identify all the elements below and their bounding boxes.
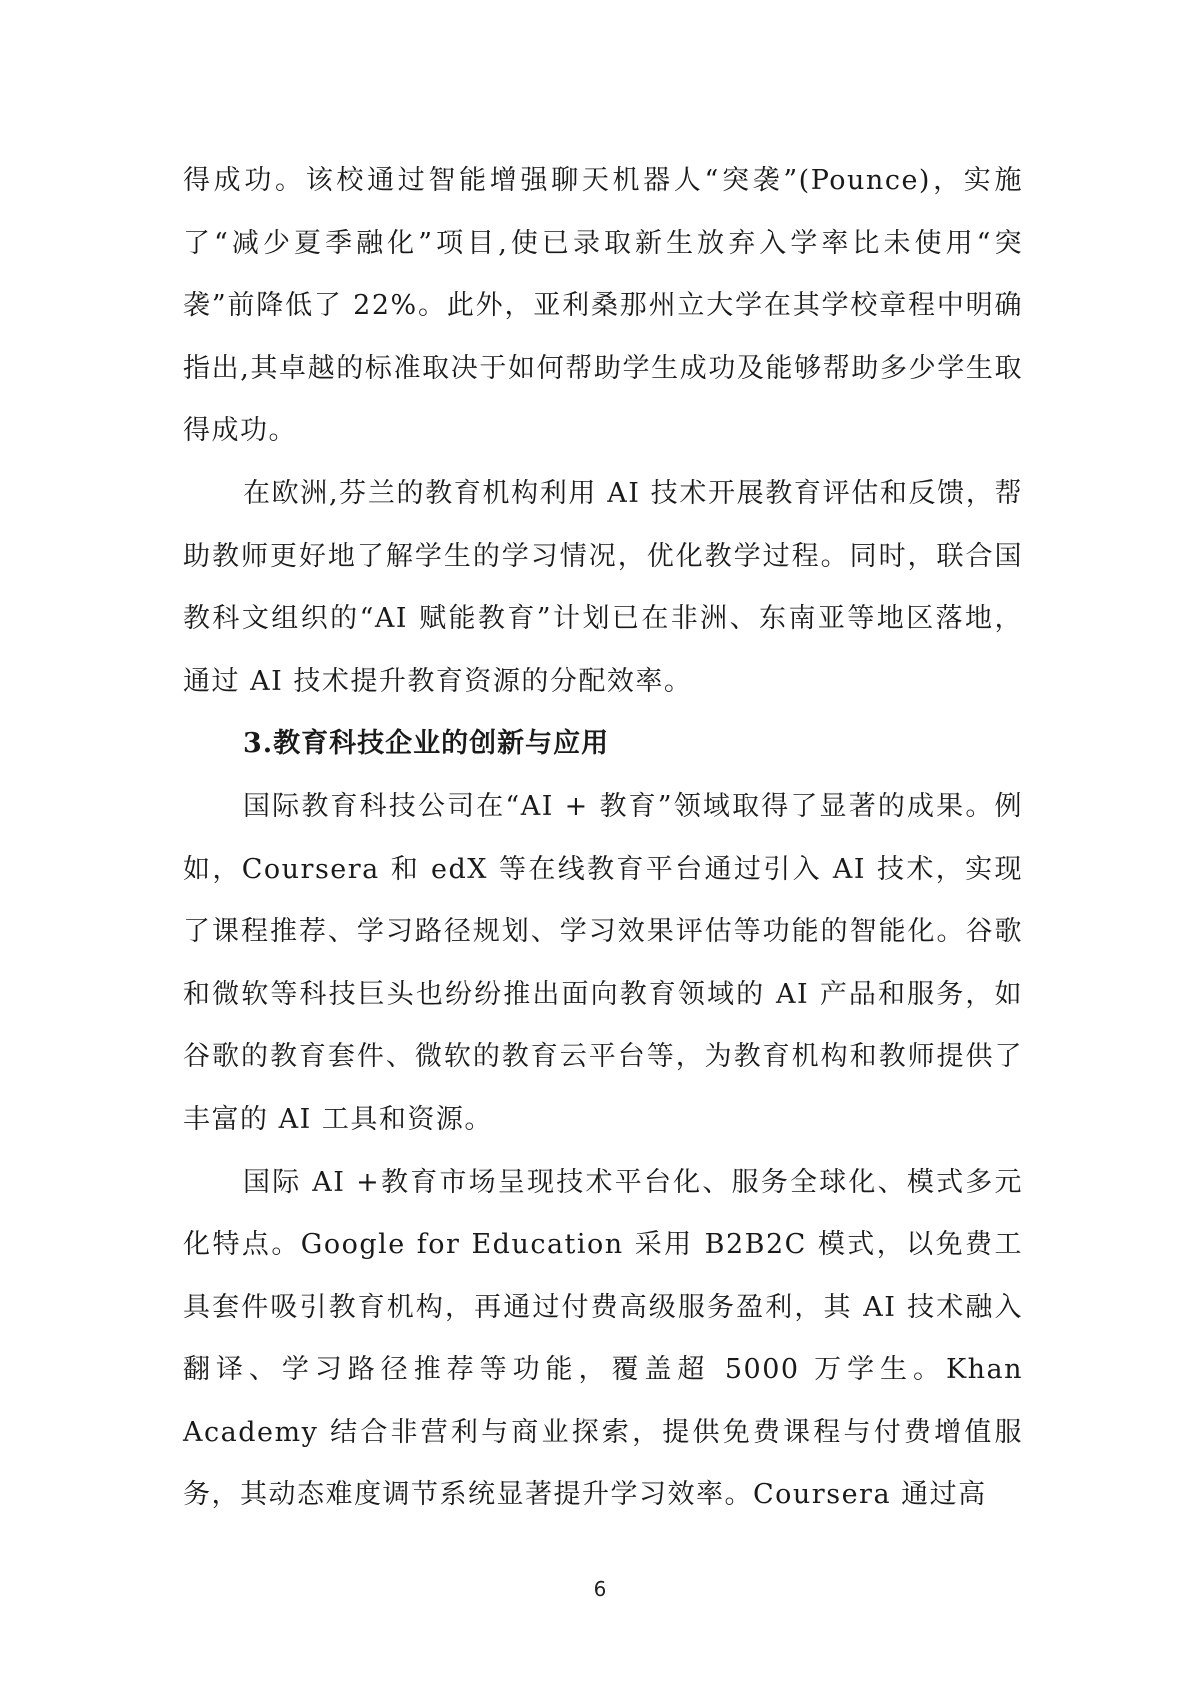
page-number: 6 (593, 1577, 607, 1601)
paragraph-arizona-state: 得成功。该校通过智能增强聊天机器人“突袭”(Pounce)，实施了“减少夏季融化”项目,使已录取新生放弃入学率比未使用“突袭”前降低了 22%。此外，亚利桑那州立大学在其学校章程中明确指出,其卓越的标准取决于如何帮助学生成功及能够帮助多少学生取得成功。 (183, 165, 1023, 447)
paragraph-market-features: 国际 AI +教育市场呈现技术平台化、服务全球化、模式多元化特点。Google for Education 采用 B2B2C 模式，以免费工具套件吸引教育机构，再通过付费高级服务盈利，其 AI 技术融入翻译、学习路径推荐等功能，覆盖超 5000 万学生。Khan Academy 结合非营利与商业探索，提供免费课程与付费增值服务，其动态难度调节系统显著提升学习效率。Coursera 通过高 (183, 1166, 1023, 1511)
page-body (183, 150, 1023, 1527)
section-heading-edtech: 3.教育科技企业的创新与应用 (243, 728, 610, 760)
paragraph-edtech-companies: 国际教育科技公司在“AI + 教育”领域取得了显著的成果。例如，Coursera 和 edX 等在线教育平台通过引入 AI 技术，实现了课程推荐、学习路径规划、学习效果评估等功能的智能化。谷歌和微软等科技巨头也纷纷推出面向教育领域的 AI 产品和服务，如谷歌的教育套件、微软的教育云平台等，为教育机构和教师提供了丰富的 AI 工具和资源。 (183, 790, 1023, 1135)
paragraph-europe-unesco: 在欧洲,芬兰的教育机构利用 AI 技术开展教育评估和反馈，帮助教师更好地了解学生的学习情况，优化教学过程。同时，联合国教科文组织的“AI 赋能教育”计划已在非洲、东南亚等地区落地，通过 AI 技术提升教育资源的分配效率。 (183, 477, 1023, 697)
